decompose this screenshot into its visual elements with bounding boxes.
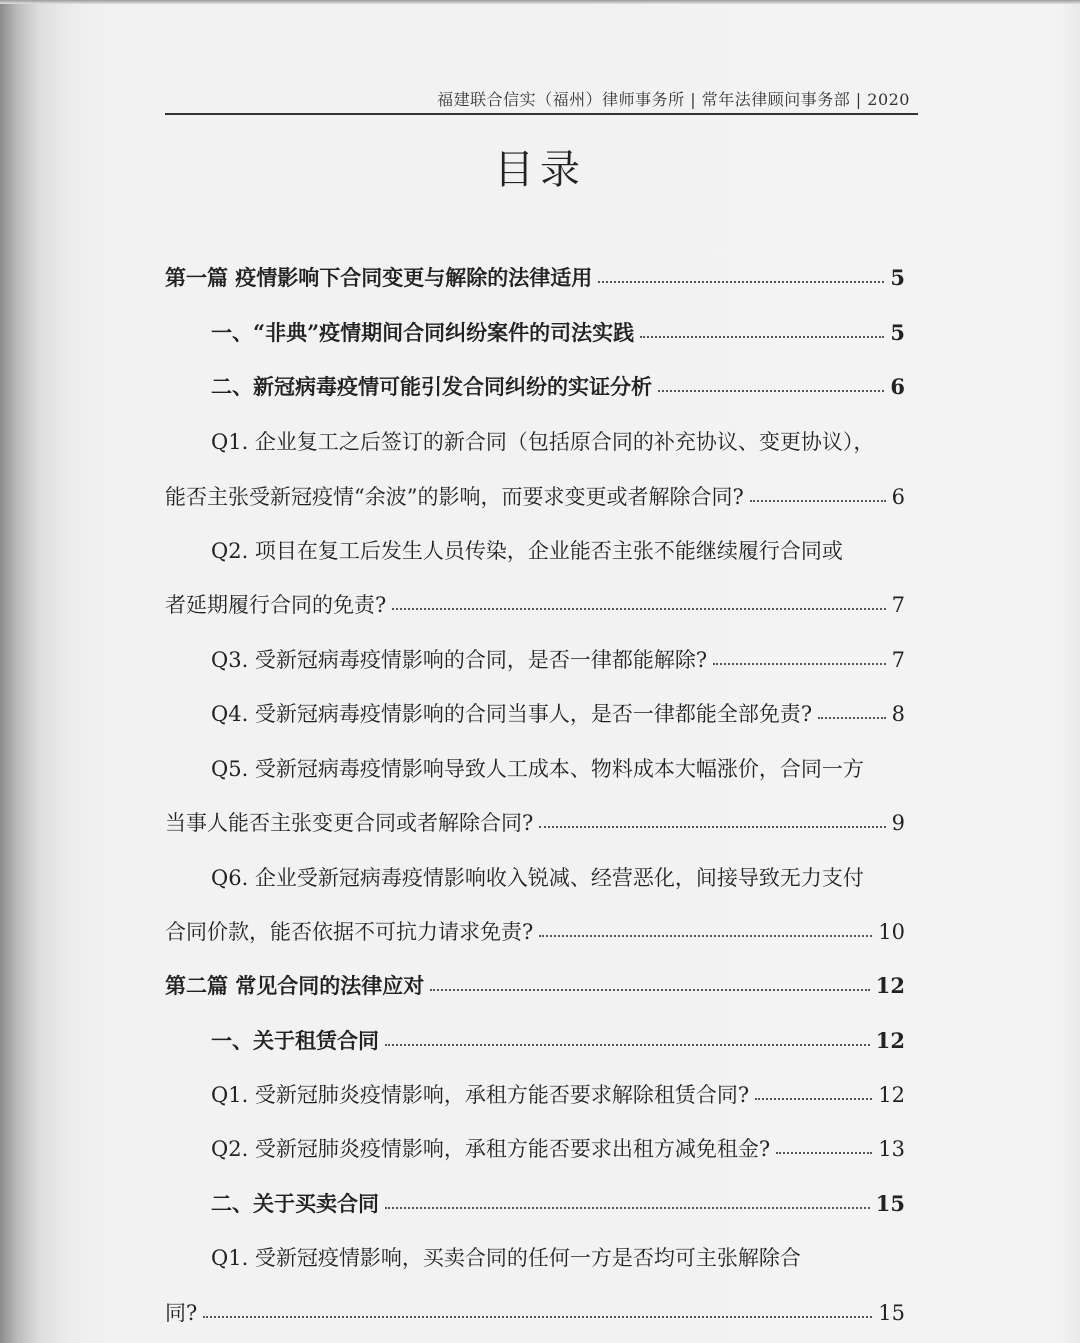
toc-entry-text: 合同价款，能否依据不可抗力请求免责? xyxy=(165,920,534,944)
toc-entry-text: 当事人能否主张变更合同或者解除合同? xyxy=(165,811,534,835)
page-top-edge xyxy=(0,0,1080,4)
toc-title: 目录 xyxy=(494,147,586,193)
toc-page-number: 7 xyxy=(891,648,905,672)
toc-page-number: 12 xyxy=(878,1083,905,1107)
toc-entry-q4[interactable] xyxy=(211,694,905,734)
toc-dot-leader xyxy=(539,826,885,828)
toc-page-number: 7 xyxy=(891,593,905,617)
toc-dot-leader xyxy=(750,500,886,502)
toc-page-number: 12 xyxy=(875,1028,905,1053)
toc-entry-q1-line-2[interactable] xyxy=(165,477,905,517)
toc-entry-text: Q1. 受新冠肺炎疫情影响，承租方能否要求解除租赁合同? xyxy=(211,1083,750,1107)
toc-page-number: 5 xyxy=(890,320,905,345)
toc-dot-leader xyxy=(640,336,884,338)
toc-entry-text: 一、“非典”疫情期间合同纠纷案件的司法实践 xyxy=(211,320,635,345)
toc-dot-leader xyxy=(713,663,885,665)
toc-entry-part-1[interactable] xyxy=(165,258,905,298)
toc-entry-text: 一、关于租赁合同 xyxy=(211,1028,379,1053)
toc-entry-text: Q2. 项目在复工后发生人员传染，企业能否主张不能继续履行合同或 xyxy=(211,539,843,563)
toc-page-number: 13 xyxy=(878,1137,905,1161)
toc-entry-part-2[interactable] xyxy=(165,966,905,1006)
toc-entry-q5-line-2[interactable] xyxy=(165,803,905,843)
toc-entry-q2-line-1[interactable] xyxy=(211,531,921,571)
toc-dot-leader xyxy=(385,1044,870,1046)
toc-page-number: 10 xyxy=(878,920,905,944)
toc-entry-sale-q1-line-1[interactable] xyxy=(211,1238,921,1278)
toc-page-number: 12 xyxy=(875,973,905,998)
toc-entry-text: 第一篇 疫情影响下合同变更与解除的法律适用 xyxy=(165,265,593,290)
toc-dot-leader xyxy=(430,989,869,991)
toc-entry-text: Q2. 受新冠肺炎疫情影响，承租方能否要求出租方减免租金? xyxy=(211,1137,771,1161)
toc-dot-leader xyxy=(776,1152,872,1154)
toc-entry-text: Q6. 企业受新冠病毒疫情影响收入锐减、经营恶化，间接导致无力支付 xyxy=(211,866,864,890)
toc-dot-leader xyxy=(598,281,884,283)
toc-page-number: 6 xyxy=(891,485,905,509)
toc-page-number: 5 xyxy=(890,265,905,290)
toc-entry-text: Q3. 受新冠病毒疫情影响的合同，是否一律都能解除? xyxy=(211,648,708,672)
header-text: 福建联合信实（福州）律师事务所 | 常年法律顾问事务部 | 2020 xyxy=(437,90,910,109)
page-header xyxy=(165,85,918,115)
toc-entry-section-1-1[interactable] xyxy=(211,313,905,353)
toc-dot-leader xyxy=(385,1207,870,1209)
toc-entry-q6-line-2[interactable] xyxy=(165,912,905,952)
toc-page-number: 15 xyxy=(878,1301,905,1325)
toc-entry-text: 第二篇 常见合同的法律应对 xyxy=(165,973,425,998)
toc-entry-text: Q1. 企业复工之后签订的新合同（包括原合同的补充协议、变更协议）， xyxy=(211,430,875,454)
toc-dot-leader xyxy=(818,717,885,719)
toc-page-number: 15 xyxy=(875,1191,905,1216)
toc-entry-text: Q1. 受新冠疫情影响，买卖合同的任何一方是否均可主张解除合 xyxy=(211,1246,801,1270)
toc-entry-text: Q4. 受新冠病毒疫情影响的合同当事人，是否一律都能全部免责? xyxy=(211,702,813,726)
toc-entry-q2-line-2[interactable] xyxy=(165,585,905,625)
toc-entry-text: 能否主张受新冠疫情“余波”的影响，而要求变更或者解除合同? xyxy=(165,485,744,509)
toc-entry-text: 二、关于买卖合同 xyxy=(211,1191,379,1216)
toc-dot-leader xyxy=(539,935,872,937)
toc-entry-lease-q2[interactable] xyxy=(211,1129,905,1169)
toc-entry-section-2-2[interactable] xyxy=(211,1184,905,1224)
toc-entry-text: 者延期履行合同的免责? xyxy=(165,593,387,617)
toc-entry-sale-q1-line-2[interactable] xyxy=(165,1293,905,1333)
toc-dot-leader xyxy=(203,1316,872,1318)
toc-entry-lease-q1[interactable] xyxy=(211,1075,905,1115)
toc-entry-q1-line-1[interactable] xyxy=(211,422,921,462)
toc-entry-text: Q5. 受新冠病毒疫情影响导致人工成本、物料成本大幅涨价，合同一方 xyxy=(211,757,864,781)
toc-entry-q3[interactable] xyxy=(211,640,905,680)
toc-dot-leader xyxy=(755,1098,872,1100)
toc-entry-text: 二、新冠病毒疫情可能引发合同纠纷的实证分析 xyxy=(211,374,652,399)
toc-page-number: 8 xyxy=(891,702,905,726)
toc-page-number: 9 xyxy=(891,811,905,835)
toc-dot-leader xyxy=(392,608,885,610)
toc-entry-q5-line-1[interactable] xyxy=(211,749,921,789)
toc-dot-leader xyxy=(658,390,884,392)
toc-entry-text: 同? xyxy=(165,1301,198,1325)
toc-page-number: 6 xyxy=(890,374,905,399)
toc-entry-q6-line-1[interactable] xyxy=(211,858,921,898)
toc-entry-section-2-1[interactable] xyxy=(211,1021,905,1061)
toc-entry-section-1-2[interactable] xyxy=(211,367,905,407)
